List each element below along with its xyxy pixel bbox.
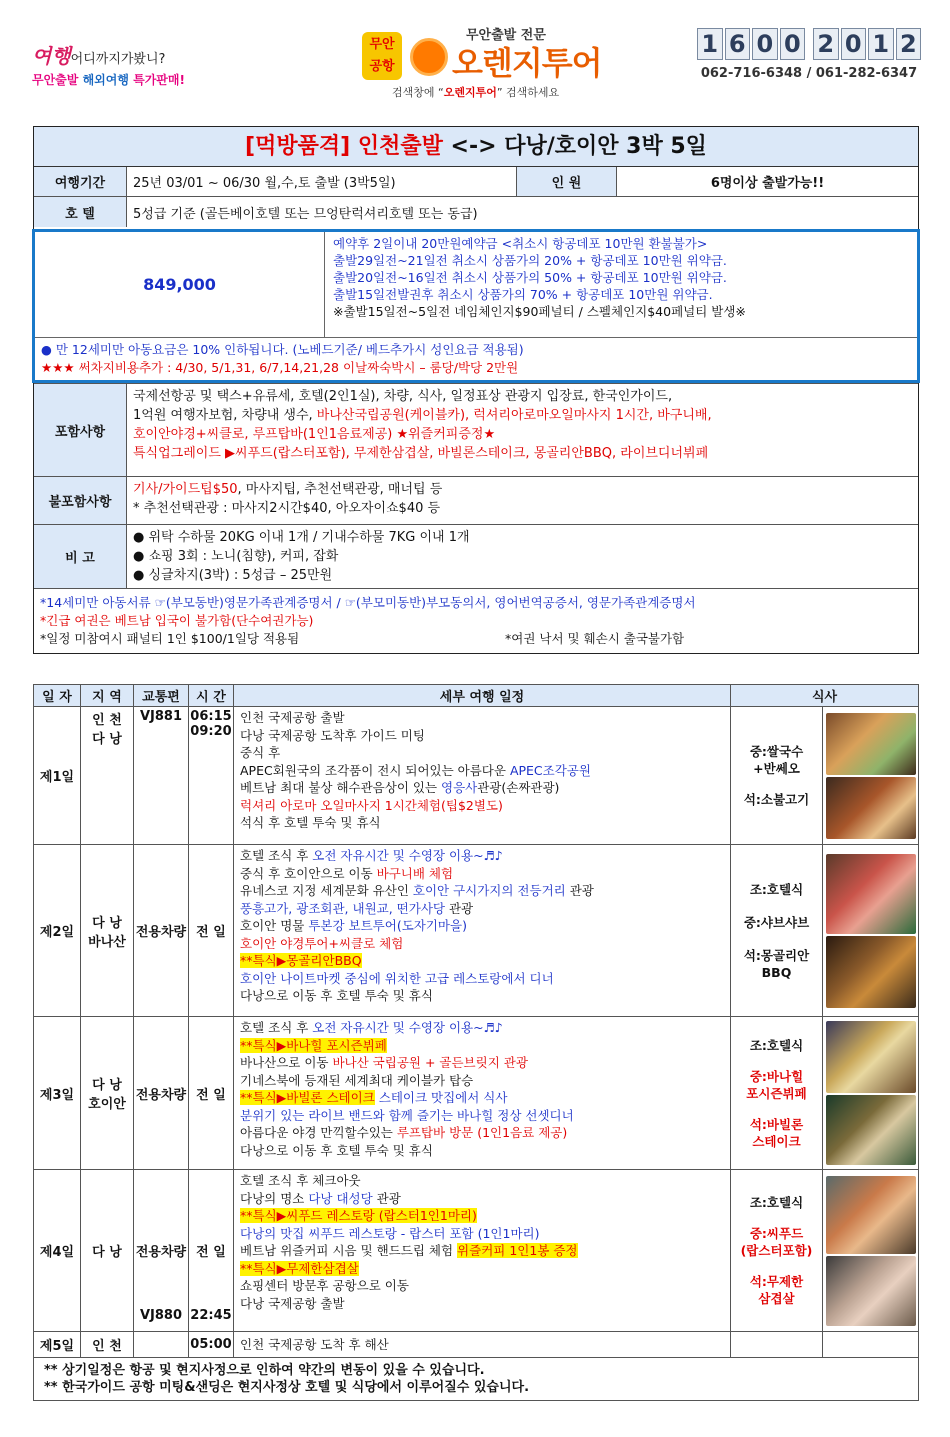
food-photo-steak xyxy=(826,1095,916,1165)
period-row xyxy=(34,167,918,197)
title-tag: [먹방품격] xyxy=(245,134,351,159)
hotel-label: 호 텔 xyxy=(34,197,127,227)
phone-digit: 2 xyxy=(813,28,839,60)
excluded-row xyxy=(34,477,918,525)
cancel-line: 출발15일전발권후 취소시 상품가의 70% + 항공데포 10만원 위약금. xyxy=(333,287,713,302)
phone-digits xyxy=(697,28,921,60)
product-title xyxy=(34,127,918,167)
price-amount: 849,000 xyxy=(35,232,325,337)
food-photo-samgyeopsal xyxy=(826,1256,916,1326)
slogan-line2-a: 무안출발 xyxy=(32,73,79,87)
phone-digit: 0 xyxy=(752,28,778,60)
cancel-line: 예약후 2일이내 20만원예약금 <취소시 항공데포 10만원 환불불가> xyxy=(333,236,708,251)
header xyxy=(0,0,950,112)
itinerary-header: 일 자 지 역 교통편 시 간 세부 여행 일정 식사 xyxy=(34,685,919,707)
included-row xyxy=(34,383,918,477)
remarks-label: 비 고 xyxy=(34,525,127,588)
period-value: 25년 03/01 ~ 06/30 월,수,토 출발 (3박5일) xyxy=(127,167,517,196)
cancel-policy xyxy=(325,232,754,337)
phone-digit: 1 xyxy=(697,28,723,60)
logo-subtitle: 무안출발 전문 xyxy=(466,28,546,43)
food-photo-pho xyxy=(826,713,916,775)
itinerary-day-4: 제4일 다 낭 전용차량 VJ880 전 일 22:45 호텔 조식 후 체크아웃 다낭의 명소 다낭 대성당 관광 **특식▶씨푸드 레스토랑 (랍스터1인1마리) 다낭의 맛집 씨푸드 레스토랑 - 랍스터 포함 (1인1마리) 베트남 위즐커피 시음 및 핸드드립 체험 위즐커피 1인1봉 증정 **특식▶무제한삼겹살 쇼핑센터 방문후 공항으로 이동 다낭 국제공항 출발 조:호텔식 중:씨푸드 (랍스터포함) 석:무제한 삼겹살 xyxy=(34,1170,919,1332)
document-notes: *14세미만 아동서류 ☞(부모동반)영문가족관계증명서 / ☞(부모미동반)부모동의서, 영어번역공증서, 영문가족관계증명서 *긴급 여권은 베트남 입국이 불가함(단수여권가능) *일정 미참여시 패널티 1인 $100/1일당 적용됨 *여권 낙서 및 훼손시 출국불가함 xyxy=(40,595,696,646)
slogan-line1: 어디까지가봤니? xyxy=(70,52,166,67)
slogan-line2-b: 해외여행 xyxy=(82,73,129,87)
food-photo-bulgogi xyxy=(826,777,916,839)
child-price-note: ● 만 12세미만 아동요금은 10% 인하됩니다. (노베드기준/ 베드추가시 성인요금 적용됨) xyxy=(41,342,524,357)
excluded-label: 불포함사항 xyxy=(34,477,127,524)
food-photo-shabu xyxy=(826,854,916,934)
title-departure: 인천출발 xyxy=(357,134,443,159)
remarks-row xyxy=(34,525,918,589)
price-box xyxy=(32,229,920,383)
phone-digit: 2 xyxy=(896,28,922,60)
period-label: 여행기간 xyxy=(34,167,127,196)
itinerary-footnotes: ** 상기일정은 항공 및 현지사정으로 인하여 약간의 변동이 있을 수 있습니다. ** 한국가이드 공항 미팅&샌딩은 현지사정상 호텔 및 식당에서 이루어질수 있습니다. xyxy=(34,1358,919,1401)
itinerary-day-3: 제3일 다 낭 호이안 전용차량 전 일 호텔 조식 후 오전 자유시간 및 수영장 이용~♬♪ **특식▶바나힐 포시즌뷔페 바나산으로 이동 바나산 국립공원 + 골든브릿지 관광 기네스북에 등재된 세계최대 케이블카 탑승 **특식▶바빌론 스테이크 스테이크 맛집에서 식사 분위기 있는 라이브 밴드와 함께 즐기는 바나힐 정상 선셋디너 아름다운 야경 만끽할수있는 루프탑바 방문 (1인1음료 제공) 다낭으로 이동 후 호텔 투숙 및 휴식 조:호텔식 중:바나힐 포시즌뷔페 석:바빌론 스테이크 xyxy=(34,1017,919,1170)
itinerary-day-5: 제5일 인 천 05:00 인천 국제공항 도착 후 해산 xyxy=(34,1332,919,1358)
people-label: 인 원 xyxy=(517,167,617,196)
logo-name: 오렌지투어 xyxy=(452,44,602,82)
phone-contact[interactable] xyxy=(697,28,921,81)
surcharge-note: ★★★ 써차지비용추가 : 4/30, 5/1,31, 6/7,14,21,28 이날짜숙박시 – 룸당/박당 2만원 xyxy=(41,360,519,375)
phone-digit: 0 xyxy=(780,28,806,60)
price-notes xyxy=(35,338,917,380)
itinerary-day-2: 제2일 다 낭 바나산 전용차량 전 일 호텔 조식 후 오전 자유시간 및 수영장 이용~♬♪ 중식 후 호이안으로 이동 바구니배 체험 유네스코 지정 세계문화 유산인 호이안 구시가지의 전등거리 관광 풍흥고가, 광조회관, 내원교, 떤가사당 관광 호이안 명물 투본강 보트투어(도자기마을) 호이안 야경투어+씨클로 체험 **특식▶몽골리안BBQ 호이안 나이트마켓 중심에 위치한 고급 레스토랑에서 디너 다낭으로 이동 후 호텔 투숙 및 휴식 조:호텔식 중:샤브샤브 석:몽골리안 BBQ xyxy=(34,845,919,1017)
food-photo-seafood xyxy=(826,1176,916,1254)
hotel-row xyxy=(34,197,918,227)
food-photo-buffet xyxy=(826,1021,916,1093)
phone-digit: 6 xyxy=(725,28,751,60)
food-photo-bbq xyxy=(826,936,916,1008)
phone-digit: 1 xyxy=(868,28,894,60)
people-value: 6명이상 출발가능!! xyxy=(710,176,825,191)
meal-dinner: 석:소불고기 xyxy=(743,792,810,807)
hotel-value: 5성급 기준 (골든베이호텔 또는 므엉탄럭셔리호텔 또는 동급) xyxy=(133,206,478,222)
slogan-line2-c: 특가판매! xyxy=(133,73,185,87)
phone-digit: 0 xyxy=(841,28,867,60)
search-hint: 검색창에 “오렌지투어” 검색하세요 xyxy=(392,86,560,99)
cancel-line: 출발20일전~16일전 취소시 상품가의 50% + 항공데포 10만원 위약금. xyxy=(333,270,727,285)
phone-lines: 062-716-6348 / 061-282-6347 xyxy=(700,66,918,81)
included-value: 국제선항공 및 택스+유류세, 호텔(2인1실), 차량, 식사, 일정표상 관광지 입장료, 한국인가이드, 1억원 여행자보험, 차량내 생수, 바나산국립공원(케이블카), 럭셔리아로마오일마사지 1시간, 바구니배, 호이안야경+씨클로, 루프탑바(1인1음료제공) ★위즐커피증정★ 특식업그레이드 ▶씨푸드(랍스터포함), 무제한삼겹살, 바빌론스테이크, 몽골리안BBQ, 라이브디너뷔페 xyxy=(133,389,712,461)
slogan-brush-text: 여행 xyxy=(32,44,71,68)
included-label: 포함사항 xyxy=(34,384,127,476)
cancel-line: 출발29일전~21일전 취소시 상품가의 20% + 항공데포 10만원 위약금. xyxy=(333,253,727,268)
remarks-value: ● 위탁 수하물 20KG 이내 1개 / 기내수하물 7KG 이내 1개 ● 쇼핑 3회 : 노니(침향), 커피, 잡화 ● 싱글차지(3박) : 5성급 – 25만원 xyxy=(133,530,470,583)
brand-logo[interactable] xyxy=(362,24,602,104)
itinerary-table xyxy=(33,684,919,1401)
product-info-table xyxy=(33,126,919,654)
orange-icon xyxy=(410,38,448,76)
cancel-line: ※출발15일전~5일전 네임체인지$90페널티 / 스펠체인지$40페널티 발생※ xyxy=(333,304,746,319)
airport-badge: 무안 공항 xyxy=(362,32,402,80)
header-slogan xyxy=(32,40,232,88)
excluded-value: 기사/가이드팁$50, 마사지팁, 추천선택관광, 매너팁 등 * 추천선택관광 : 마사지2시간$40, 아오자이쇼$40 등 xyxy=(133,482,443,516)
itinerary-day-1: 제1일 인 천 다 낭 VJ881 06:15 09:20 인천 국제공항 출발 다낭 국제공항 도착후 가이드 미팅 중식 후 APEC회원국의 조각품이 전시 되어있는 아름다운 APEC조각공원 베트남 최대 불상 해수관음상이 있는 영응사관광(손짜관광) 럭셔리 아로마 오일마사지 1시간체험(팁$2별도) 석식 후 호텔 투숙 및 휴식 중:쌀국수 +반쎄오 석:소불고기 xyxy=(34,707,919,845)
meal-lunch: 중:쌀국수 +반쎄오 xyxy=(749,744,804,776)
title-arrow: <-> xyxy=(450,134,497,159)
title-destination: 다낭/호이안 3박 5일 xyxy=(504,134,707,159)
